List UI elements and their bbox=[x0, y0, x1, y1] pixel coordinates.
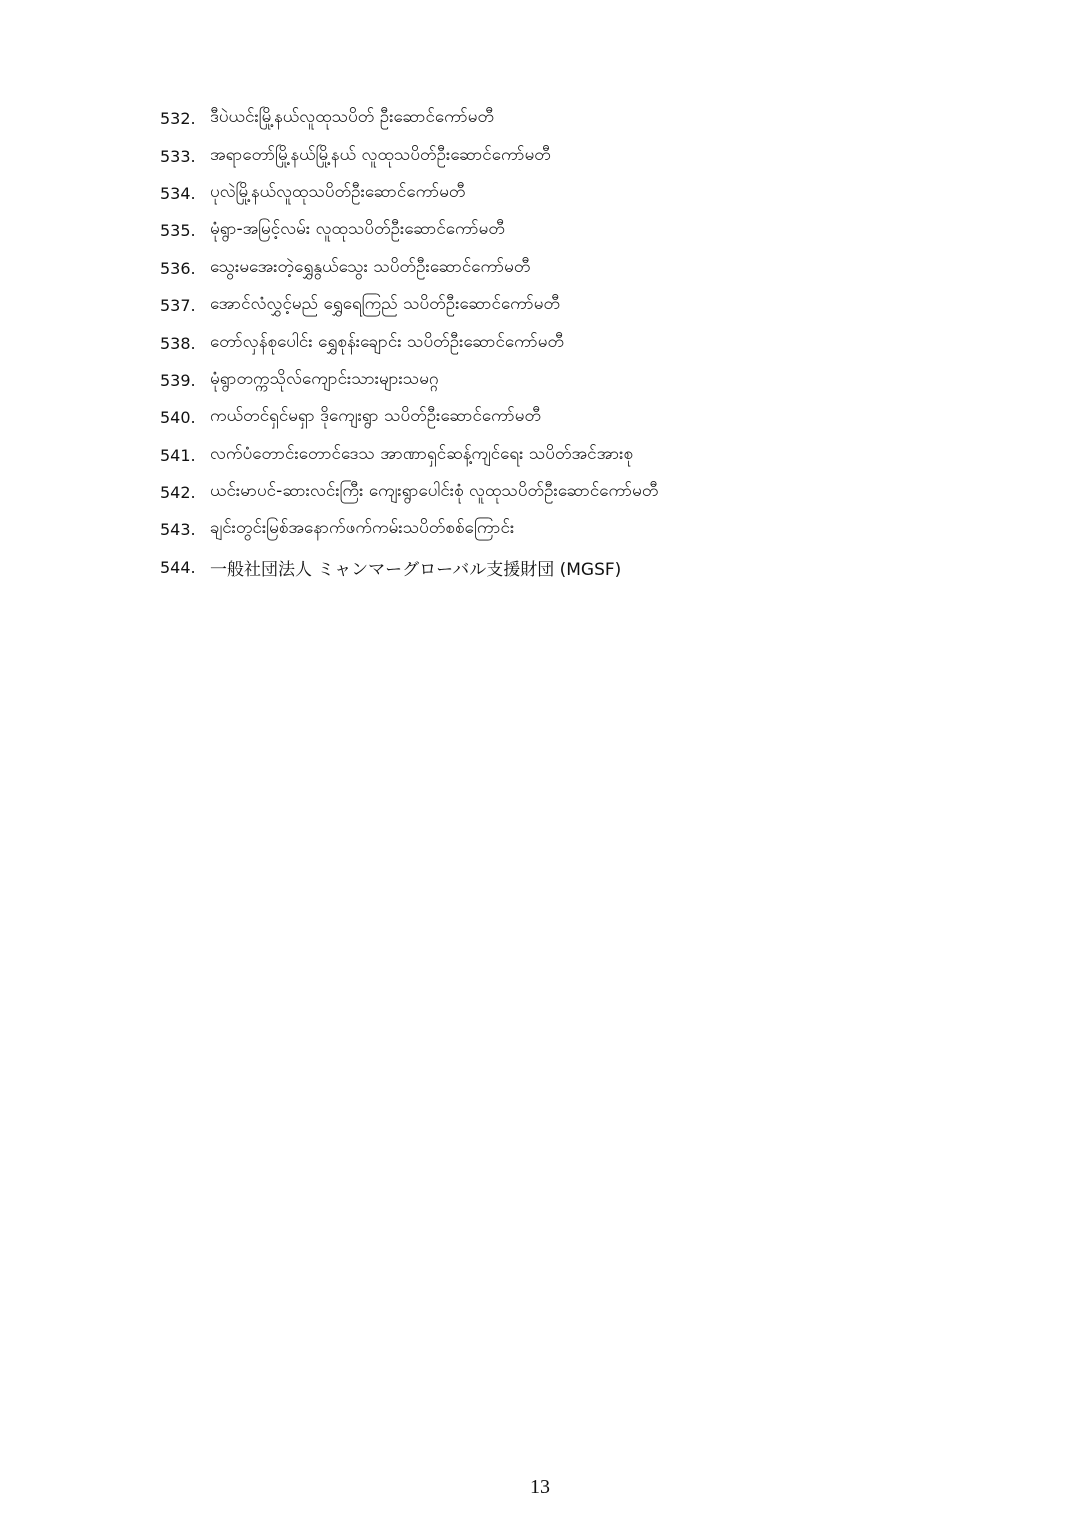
list-item bbox=[160, 137, 1040, 174]
page-number: 13 bbox=[530, 1476, 550, 1498]
list-item bbox=[160, 549, 1040, 586]
item-number: 538. bbox=[160, 333, 196, 353]
list-item bbox=[160, 324, 1040, 361]
item-text: မုံရွာ-အမြင့်လမ်း လူထုသပိတ်ဦးဆောင်ကော်မတီ bbox=[210, 219, 505, 240]
item-number: 542. bbox=[160, 483, 196, 503]
item-text: မုံရွာတက္ကသိုလ်ကျောင်းသားများသမဂ္ဂ bbox=[210, 368, 439, 389]
list-item bbox=[160, 212, 1040, 249]
item-text: 一般社団法人 ミャンマーグローバル支援財団 (MGSF) bbox=[210, 559, 622, 580]
list-item bbox=[160, 362, 1040, 399]
item-number: 537. bbox=[160, 296, 196, 316]
item-number: 543. bbox=[160, 520, 196, 540]
item-text: ဒီပဲယင်းမြို့နယ်လူထုသပိတ် ဦးဆောင်ကော်မတီ bbox=[210, 107, 495, 128]
item-number: 544. bbox=[160, 557, 196, 577]
item-number: 532. bbox=[160, 109, 196, 129]
list-item bbox=[160, 287, 1040, 324]
list-item bbox=[160, 437, 1040, 474]
item-number: 540. bbox=[160, 408, 196, 428]
item-text: ကယ်တင်ရှင်မရှာ ဒိုကျေးရွာ သပိတ်ဦးဆောင်ကော်မတီ bbox=[210, 406, 542, 427]
item-number: 536. bbox=[160, 258, 196, 278]
item-number: 541. bbox=[160, 445, 196, 465]
item-text: ချင်းတွင်းမြစ်အနောက်ဖက်ကမ်းသပိတ်စစ်ကြောင်း bbox=[210, 518, 515, 539]
list-item bbox=[160, 100, 1040, 137]
list-item bbox=[160, 511, 1040, 548]
item-text: သွေးမအေးတဲ့ရွှေနွယ်သွေး သပိတ်ဦးဆောင်ကော်မတီ bbox=[210, 256, 531, 277]
item-text: ယင်းမာပင်-ဆားလင်းကြီး ကျေးရွာပေါင်းစုံ လူထုသပိတ်ဦးဆောင်ကော်မတီ bbox=[210, 481, 659, 502]
list-item bbox=[160, 474, 1040, 511]
item-number: 533. bbox=[160, 146, 196, 166]
list-item bbox=[160, 399, 1040, 436]
item-text: လက်ပံတောင်းတောင်ဒေသ အာဏာရှင်ဆန့်ကျင်ရေး သပိတ်အင်အားစု bbox=[210, 443, 634, 464]
item-text: ပုလဲမြို့နယ်လူထုသပိတ်ဦးဆောင်ကော်မတီ bbox=[210, 181, 466, 202]
item-number: 534. bbox=[160, 183, 196, 203]
list-item bbox=[160, 175, 1040, 212]
item-number: 535. bbox=[160, 221, 196, 241]
list-item bbox=[160, 250, 1040, 287]
item-text: အရာတော်မြို့နယ်မြို့နယ် လူထုသပိတ်ဦးဆောင်ကော်မတီ bbox=[210, 144, 551, 165]
item-text: တော်လှန်စုပေါင်း ရွှေစုန်းချောင်း သပိတ်ဦးဆောင်ကော်မတီ bbox=[210, 331, 565, 352]
organization-list bbox=[160, 100, 1040, 586]
item-text: အောင်လံလွှင့်မည် ရွှေရေကြည် သပိတ်ဦးဆောင်ကော်မတီ bbox=[210, 294, 561, 315]
item-number: 539. bbox=[160, 370, 196, 390]
